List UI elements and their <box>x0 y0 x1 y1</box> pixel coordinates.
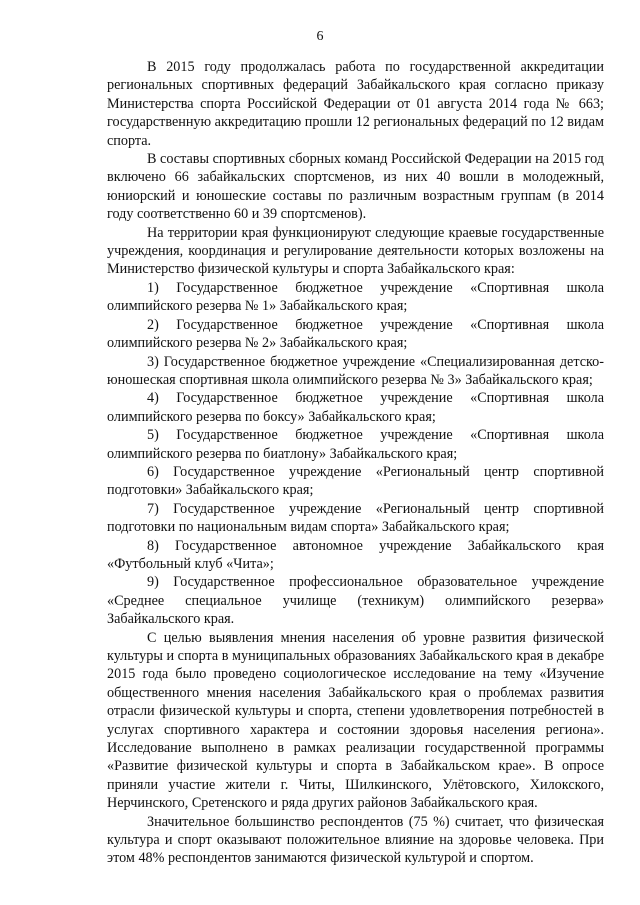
list-item-institution-9: 9) Государственное профессиональное образовательное учреждение «Среднее специальное училище (техникум) олимпийского резерва» Забайкальского края. <box>107 574 604 628</box>
paragraph-survey-results: Значительное большинство респондентов (75 %) считает, что физическая культура и спорт оказывают положительное влияние на здоровье человека. При этом 48% респондентов занимаются физической культурой и спортом. <box>107 813 604 867</box>
paragraph-accreditation: В 2015 году продолжалась работа по государственной аккредитации региональных спортивных федераций Забайкальского края согласно приказу Министерства спорта Российской Федерации от 01 августа 2014 года № 663; государственную аккредитацию прошли 12 региональных федераций по 12 видам спорта. <box>107 59 604 149</box>
list-item-institution-3: 3) Государственное бюджетное учреждение «Специализированная детско-юношеская спортивная школа олимпийского резерва № 3» Забайкальского края; <box>107 353 604 388</box>
list-item-institution-6: 6) Государственное учреждение «Региональный центр спортивной подготовки» Забайкальского края; <box>107 463 604 499</box>
paragraph-institutions-intro: На территории края функционируют следующие краевые государственные учреждения, координация и регулирование деятельности которых возложены на Министерство физической культуры и спорта Забайкальского края: <box>107 224 604 278</box>
document-body <box>107 58 604 868</box>
list-item-institution-7: 7) Государственное учреждение «Региональный центр спортивной подготовки по национальным видам спорта» Забайкальского края; <box>107 500 604 536</box>
list-item-institution-2: 2) Государственное бюджетное учреждение «Спортивная школа олимпийского резерва № 2» Забайкальского края; <box>107 316 604 352</box>
list-item-institution-1: 1) Государственное бюджетное учреждение «Спортивная школа олимпийского резерва № 1» Забайкальского края; <box>107 279 604 315</box>
list-item-institution-5: 5) Государственное бюджетное учреждение «Спортивная школа олимпийского резерва по биатлону» Забайкальского края; <box>107 427 604 462</box>
paragraph-survey: С целью выявления мнения населения об уровне развития физической культуры и спорта в муниципальных образованиях Забайкальского края в декабре 2015 года было проведено социологическое исследование на тему «Изучение общественного мнения населения Забайкальского края о проблемах развития отрасли физической культуры и спорта, степени удовлетворения потребностей в услугах спортивного характера и состоянии здоровья населения региона». Исследование выполнено в рамках реализации государственной программы «Развитие физической культуры и спорта в Забайкальском крае». В опросе приняли участие жители г. Читы, Шилкинского, Улётовского, Хилокского, Нерчинского, Сретенского и ряда других районов Забайкальского края. <box>107 629 604 812</box>
page-number: 6 <box>316 29 324 44</box>
list-item-institution-4: 4) Государственное бюджетное учреждение «Спортивная школа олимпийского резерва по боксу» Забайкальского края; <box>107 390 604 425</box>
paragraph-national-teams: В составы спортивных сборных команд Российской Федерации на 2015 год включено 66 забайкальских спортсменов, из них 40 вошли в молодежный, юниорский и юношеские составы по различным возрастным группам (в 2014 году соответственно 60 и 39 спортсменов). <box>107 151 604 223</box>
list-item-institution-8: 8) Государственное автономное учреждение Забайкальского края «Футбольный клуб «Чита»; <box>107 537 604 572</box>
